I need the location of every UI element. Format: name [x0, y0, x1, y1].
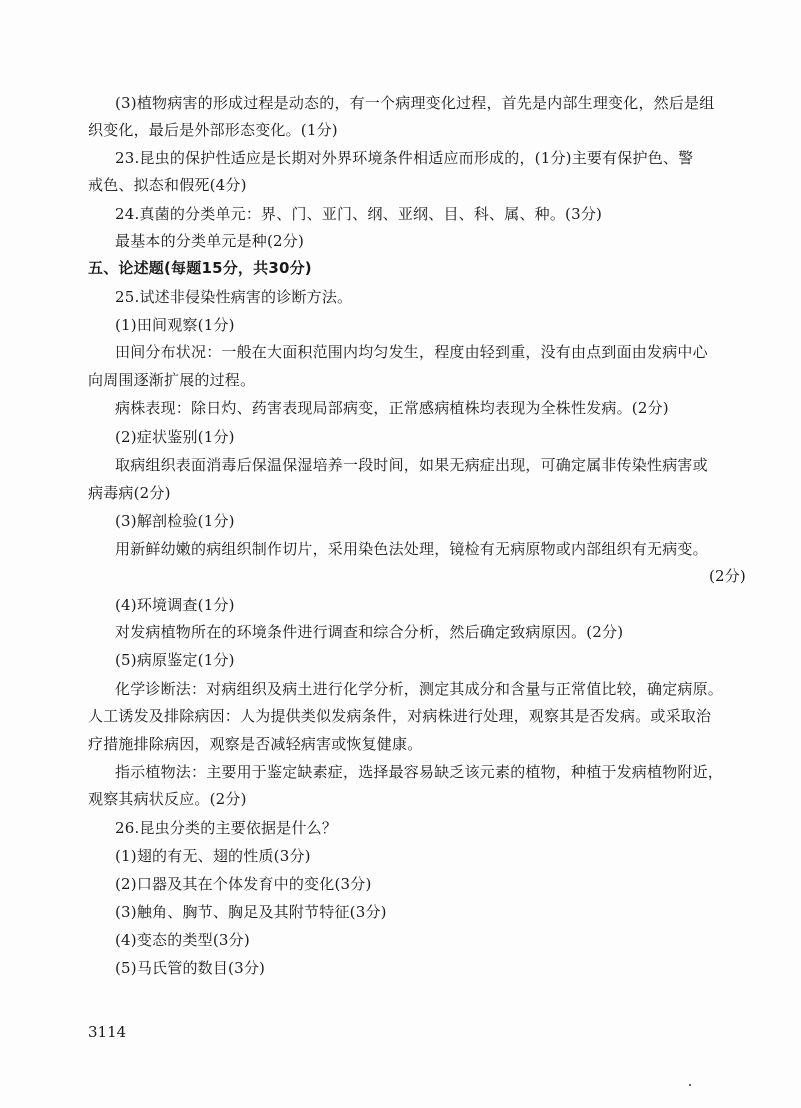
text-line: (4)环境调查(1分)	[115, 596, 235, 614]
text-line: 对发病植物所在的环境条件进行调查和综合分析，然后确定致病原因。(2分)	[115, 623, 624, 641]
text-line: 24.真菌的分类单元：界、门、亚门、纲、亚纲、目、科、属、种。(3分)	[115, 205, 603, 223]
text-line: 织变化，最后是外部形态变化。(1分)	[88, 121, 338, 139]
list-item: (4)变态的类型(3分)	[115, 931, 250, 949]
text-line: 戒色、拟态和假死(4分)	[88, 176, 247, 194]
text-line: 病株表现：除日灼、药害表现局部病变，正常感病植株均表现为全株性发病。(2分)	[115, 399, 669, 417]
text-line: 23.昆虫的保护性适应是长期对外界环境条件相适应而形成的，(1分)主要有保护色、警	[115, 149, 694, 167]
list-item: (3)触角、胸节、胸足及其附节特征(3分)	[115, 903, 387, 921]
list-item: (5)马氏管的数目(3分)	[115, 959, 266, 977]
question-title: 26.昆虫分类的主要依据是什么？	[115, 819, 338, 837]
list-item: (1)翅的有无、翅的性质(3分)	[115, 847, 311, 865]
list-item: (2)口器及其在个体发育中的变化(3分)	[115, 875, 372, 893]
text-line: (1)田间观察(1分)	[115, 316, 235, 334]
text-line: 病毒病(2分)	[88, 484, 171, 502]
text-line: 用新鲜幼嫩的病组织制作切片，采用染色法处理，镜检有无病原物或内部组织有无病变。	[115, 540, 708, 558]
score-note: (2分)	[708, 567, 746, 585]
text-line: 取病组织表面消毒后保温保湿培养一段时间，如果无病症出现，可确定属非传染性病害或	[115, 456, 708, 474]
text-line: (3)植物病害的形成过程是动态的，有一个病理变化过程，首先是内部生理变化，然后是组	[115, 94, 715, 112]
text-line: 向周围逐渐扩展的过程。	[88, 371, 256, 389]
text-line: 观察其病状反应。(2分)	[88, 790, 247, 808]
text-line: (5)病原鉴定(1分)	[115, 651, 235, 669]
text-line: 最基本的分类单元是种(2分)	[115, 232, 305, 250]
section-heading: 五、论述题(每题15分，共30分)	[88, 259, 312, 277]
text-line: 指示植物法：主要用于鉴定缺素症，选择最容易缺乏该元素的植物，种植于发病植物附近，	[115, 763, 724, 781]
text-line: 化学诊断法：对病组织及病土进行化学分析，测定其成分和含量与正常值比较，确定病原。	[115, 680, 724, 698]
text-line: 人工诱发及排除病因：人为提供类似发病条件，对病株进行处理，观察其是否发病。或采取治	[88, 707, 712, 725]
text-line: (3)解剖检验(1分)	[115, 512, 235, 530]
text-line: 疗措施排除病因，观察是否减轻病害或恢复健康。	[88, 735, 423, 753]
question-title: 25.试述非侵染性病害的诊断方法。	[115, 288, 353, 306]
scan-speck	[689, 1084, 691, 1086]
text-line: (2)症状鉴别(1分)	[115, 428, 235, 446]
text-line: 田间分布状况：一般在大面积范围内均匀发生，程度由轻到重，没有由点到面由发病中心	[115, 343, 708, 361]
page-number: 3114	[88, 1023, 127, 1041]
